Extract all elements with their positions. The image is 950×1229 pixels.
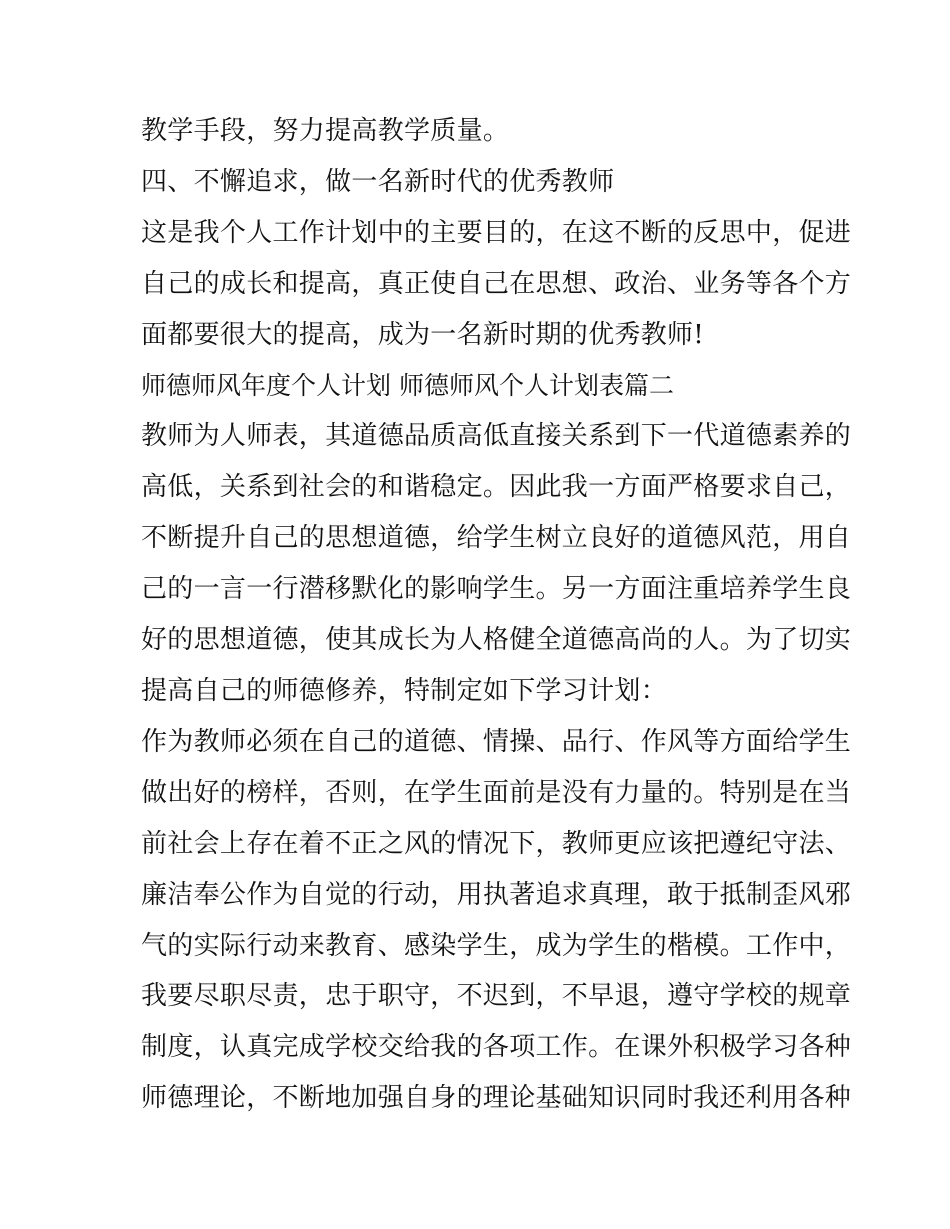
paragraph-line: 自己的成长和提高，真正使自己在思想、政治、业务等各个方 — [141, 268, 852, 299]
paragraph-line: 己的一言一行潜移默化的影响学生。另一方面注重培养学生良 — [141, 574, 852, 605]
paragraph-line: 高低，关系到社会的和谐稳定。因此我一方面严格要求自己， — [141, 472, 852, 503]
paragraph-line: 做出好的榜样，否则，在学生面前是没有力量的。特别是在当 — [141, 777, 852, 808]
paragraph-line: 我要尽职尽责，忠于职守，不迟到，不早退，遵守学校的规章 — [141, 981, 852, 1012]
paragraph-line: 好的思想道德，使其成长为人格健全道德高尚的人。为了切实 — [141, 625, 852, 656]
paragraph-line: 师德理论，不断地加强自身的理论基础知识同时我还利用各种 — [141, 1083, 852, 1114]
paragraph-line: 不断提升自己的思想道德，给学生树立良好的道德风范，用自 — [141, 523, 852, 554]
section-heading: 四、不懈追求，做一名新时代的优秀教师 — [141, 166, 615, 197]
paragraph-line: 教师为人师表，其道德品质高低直接关系到下一代道德素养的 — [141, 421, 852, 452]
paragraph-line: 前社会上存在着不正之风的情况下，教师更应该把遵纪守法、 — [141, 828, 852, 859]
paragraph-line: 气的实际行动来教育、感染学生，成为学生的楷模。工作中， — [141, 930, 852, 961]
paragraph-line: 廉洁奉公作为自觉的行动，用执著追求真理，敢于抵制歪风邪 — [141, 879, 852, 910]
paragraph-line: 提高自己的师德修养，特制定如下学习计划： — [141, 675, 668, 706]
paragraph-line: 这是我个人工作计划中的主要目的，在这不断的反思中，促进 — [141, 217, 852, 248]
paragraph-line: 教学手段，努力提高教学质量。 — [141, 116, 510, 146]
paragraph-line: 面都要很大的提高，成为一名新时期的优秀教师! — [141, 319, 705, 350]
paragraph-line: 作为教师必须在自己的道德、情操、品行、作风等方面给学生 — [141, 726, 852, 757]
document-body — [141, 106, 852, 1124]
paragraph-line: 制度，认真完成学校交给我的各项工作。在课外积极学习各种 — [141, 1032, 852, 1063]
article-title: 师德师风年度个人计划 师德师风个人计划表篇二 — [141, 370, 674, 400]
